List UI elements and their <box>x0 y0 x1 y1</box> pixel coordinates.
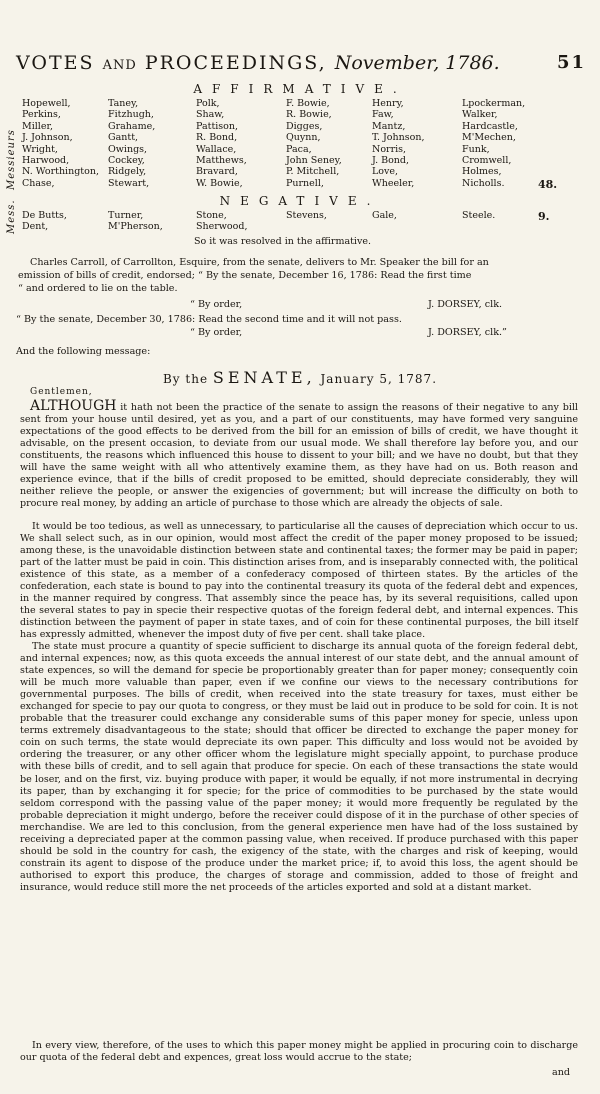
negative-tally: 9. <box>538 210 550 223</box>
running-header <box>16 48 586 78</box>
negative-name: Turner, <box>108 210 144 221</box>
affirmative-name: W. Bowie, <box>196 177 243 189</box>
negative-column-6 <box>462 210 495 221</box>
by-order-1: “ By order, <box>190 299 243 310</box>
header-and: AND <box>102 58 137 73</box>
catchword: and <box>552 1067 571 1078</box>
affirmative-column-4 <box>286 98 342 189</box>
affirmative-column-5 <box>372 98 424 189</box>
affirmative-name: Wright, <box>22 143 58 155</box>
affirmative-name: Wallace, <box>196 143 237 155</box>
carroll-line-3: “ and ordered to lie on the table. <box>18 283 178 294</box>
affirmative-name: Polk, <box>196 98 220 109</box>
negative-side-label: Mess. <box>6 199 17 234</box>
page-number: 51 <box>556 52 586 73</box>
by-order-2: “ By order, <box>190 327 243 338</box>
affirmative-name: Pattison, <box>196 120 239 132</box>
affirmative-name: Norris, <box>372 143 407 155</box>
affirmative-name: Mantz, <box>372 120 406 132</box>
paragraph-1-text: it hath not been the practice of the senate to assign the reasons of their negative to any bill sent from your house until desired, yet as you, and a part of our constituents, may have formed very sanguine expectations of the good effects to be derived from the bill for an emission of bills of credit, we have thought it advisable, on the present occasion, to deviate from our usual mode. We shall therefore lay before you, and our constituents, the reasons which influenced this house to dissent to your bill; and we have no doubt, but that they will have the same weight with all who attentively examine them, as they have had on us. Both reason and experience evince, that if the bills of credit proposed to be emitted, should depreciate considerably, they will neither relieve the people, or answer the exigencies of government; but will increase the difficulty on both to procure real money, by adding an article of purchase to those which are already the objects of sale. <box>20 402 578 510</box>
affirmative-name: Faw, <box>372 109 394 121</box>
negative-column-3 <box>196 210 247 233</box>
affirmative-name: Perkins, <box>22 109 61 121</box>
affirmative-name: Purnell, <box>286 177 324 189</box>
affirmative-name: Owings, <box>108 143 148 155</box>
negative-name: Sherwood, <box>196 221 248 233</box>
affirmative-name: Quynn, <box>286 132 321 144</box>
dorsey-signature-1: J. DORSEY, clk. <box>428 299 503 310</box>
header-proceedings: PROCEEDINGS, <box>144 52 327 74</box>
affirmative-name: Lpockerman, <box>462 98 526 109</box>
affirmative-side-label: Messieurs <box>6 129 17 190</box>
affirmative-name: Cromwell, <box>462 155 512 167</box>
affirmative-name: R. Bond, <box>196 132 238 144</box>
negative-column-2 <box>108 210 163 233</box>
affirmative-name: Nicholls. <box>462 177 505 189</box>
affirmative-tally: 48. <box>538 178 558 191</box>
affirmative-name: John Seney, <box>286 155 342 167</box>
affirmative-column-1 <box>22 98 99 189</box>
affirmative-name: T. Johnson, <box>372 132 425 144</box>
message-intro: And the following message: <box>16 346 151 357</box>
affirmative-name: Chase, <box>22 177 55 189</box>
affirmative-name: Shaw, <box>196 109 225 121</box>
affirmative-name: Harwood, <box>22 155 70 167</box>
negative-heading: NEGATIVE. <box>219 194 381 208</box>
negative-column-1 <box>22 210 67 233</box>
affirmative-column-2 <box>108 98 155 189</box>
senate-message-heading <box>0 368 600 387</box>
paragraph-1-opening: ALTHOUGH <box>30 398 117 414</box>
negative-column-5 <box>372 210 397 221</box>
affirmative-name: Digges, <box>286 120 323 132</box>
senate-by-the: By the <box>162 372 209 386</box>
senate-title: SENATE, <box>212 368 316 387</box>
affirmative-names <box>22 98 582 190</box>
affirmative-name: P. Mitchell, <box>286 166 340 178</box>
affirmative-name: Walker, <box>462 109 498 121</box>
affirmative-name: R. Bowie, <box>286 109 332 121</box>
negative-name: De Butts, <box>22 210 67 221</box>
affirmative-name: J. Johnson, <box>22 132 73 144</box>
affirmative-name: Paca, <box>286 143 312 155</box>
negative-name: Steele. <box>462 210 496 221</box>
affirmative-name: Hardcastle, <box>462 120 518 132</box>
affirmative-name: Fitzhugh, <box>108 109 154 121</box>
negative-column-4 <box>286 210 327 221</box>
affirmative-column-3 <box>196 98 247 189</box>
header-date: November, 1786. <box>334 52 500 74</box>
paragraph-1 <box>20 400 578 510</box>
affirmative-name: Holmes, <box>462 166 502 178</box>
affirmative-name: Funk, <box>462 143 490 155</box>
affirmative-name: Wheeler, <box>372 177 415 189</box>
affirmative-name: Cockey, <box>108 155 145 167</box>
dorsey-signature-2: J. DORSEY, clk.” <box>428 327 507 338</box>
paragraph-2: It would be too tedious, as well as unnecessary, to particularise all the causes of depreciation which occur to us. We shall select such, as in our opinion, would most affect the credit of the paper money proposed to be issued; among these, is the unavoidable distinction between state and continental taxes; the former may be paid in paper; part of the latter must be paid in coin. This distinction arises from, and is inseparably connected with, the political existence of this state, as a member of a confederacy composed of thirteen states. By the articles of the confederation, each state is bound to pay into the continental treasury its quota of the federal debt and expences, in the manner required by congress. That assembly since the peace has, by its several requisitions, called upon the several states to pay in specie their respective quotas of the foreign federal debt, and internal expences. This distinction between the payment of paper in state taxes, and of coin for these continental purposes, the bill itself has expressly admitted, whenever the impost duty of five per cent. shall take place. <box>20 521 578 641</box>
carroll-line-1: Charles Carroll, of Carrollton, Esquire, from the senate, delivers to Mr. Speaker the bill for an <box>30 257 489 268</box>
affirmative-name: Hopewell, <box>22 98 71 109</box>
salutation: Gentlemen, <box>30 387 93 397</box>
negative-name: Dent, <box>22 221 49 233</box>
second-reading-line: “ By the senate, December 30, 1786: Read the second time and it will not pass. <box>16 314 402 325</box>
carroll-line-2: emission of bills of credit, endorsed; “ By the senate, December 16, 1786: Read the first time <box>18 270 472 281</box>
affirmative-name: F. Bowie, <box>286 98 330 109</box>
affirmative-name: Stewart, <box>108 177 150 189</box>
affirmative-name: J. Bond, <box>372 155 410 167</box>
affirmative-name: Love, <box>372 166 399 178</box>
affirmative-name: Miller, <box>22 120 53 132</box>
affirmative-name: Ridgely, <box>108 166 147 178</box>
paragraph-4: In every view, therefore, of the uses to which this paper money might be applied in procuring coin to discharge our quota of the federal debt and expences, great loss would accrue to the state; <box>20 1040 578 1064</box>
affirmative-name: Taney, <box>108 98 139 109</box>
negative-name: Stevens, <box>286 210 327 221</box>
affirmative-name: Henry, <box>372 98 404 109</box>
affirmative-name: Gantt, <box>108 132 139 144</box>
senate-date: January 5, 1787. <box>320 372 438 386</box>
negative-name: Gale, <box>372 210 397 221</box>
affirmative-name: M'Mechen, <box>462 132 516 144</box>
negative-name: Stone, <box>196 210 227 221</box>
affirmative-name: Matthews, <box>196 155 247 167</box>
affirmative-name: N. Worthington, <box>22 166 99 178</box>
header-votes: VOTES <box>16 52 95 74</box>
resolution-line: So it was resolved in the affirmative. <box>194 236 371 247</box>
affirmative-name: Bravard, <box>196 166 238 178</box>
paragraph-3: The state must procure a quantity of specie sufficient to discharge its annual quota of the foreign federal debt, and internal expences; now, as this quota exceeds the annual interest of our state debt, and the annual amount of state expences, so will the demand for specie be proportionably greater than for paper money; consequently coin will be much more valuable than paper, even if we confine our views to the necessary contributions for governmental purposes. The bills of credit, when received into the state treasury for taxes, must either be exchanged for specie to pay our quota to congress, or they must be laid out in produce to be sold for coin. It is not probable that the treasurer could exchange any considerable sums of this paper money for specie, unless upon terms extremely disadvantageous to the state; should that officer be directed to exchange the paper money for coin on such terms, the state would depreciate its own paper. This difficulty and loss would not be avoided by ordering the treasurer, or any other officer whom the legislature might specially appoint, to purchase produce with these bills of credit, and to sell again that produce for specie. On each of these transactions the state would be loser, and on the first, viz. buying produce with paper, it would be equally, if not more instrumental in decrying its paper, than by exchanging it for specie; for the price of commodities to be purchased by the state would seldom correspond with the passing value of the paper money; it would more frequently be regulated by the probable depreciation it might undergo, before the receiver could dispose of it in the purchase of other species of merchandise. We are led to this conclusion, from the general experience men have had of the loss sustained by receiving a depreciated paper at the common passing value, when received. If produce purchased with this paper should be sold in the country for cash, the exigency of the state, with the charges and risk of keeping, would constrain its agent to dispose of the produce under the market price; if, to avoid this loss, the agent should be authorised to export this produce, the charges of storage and commission, added to those of freight and insurance, would reduce still more the net proceeds of the articles exported and sold at a distant market. <box>20 641 578 893</box>
affirmative-name: Grahame, <box>108 120 156 132</box>
affirmative-column-6 <box>462 98 525 189</box>
negative-name: M'Pherson, <box>108 221 163 233</box>
negative-names <box>22 210 582 234</box>
affirmative-heading: AFFIRMATIVE. <box>193 82 407 96</box>
